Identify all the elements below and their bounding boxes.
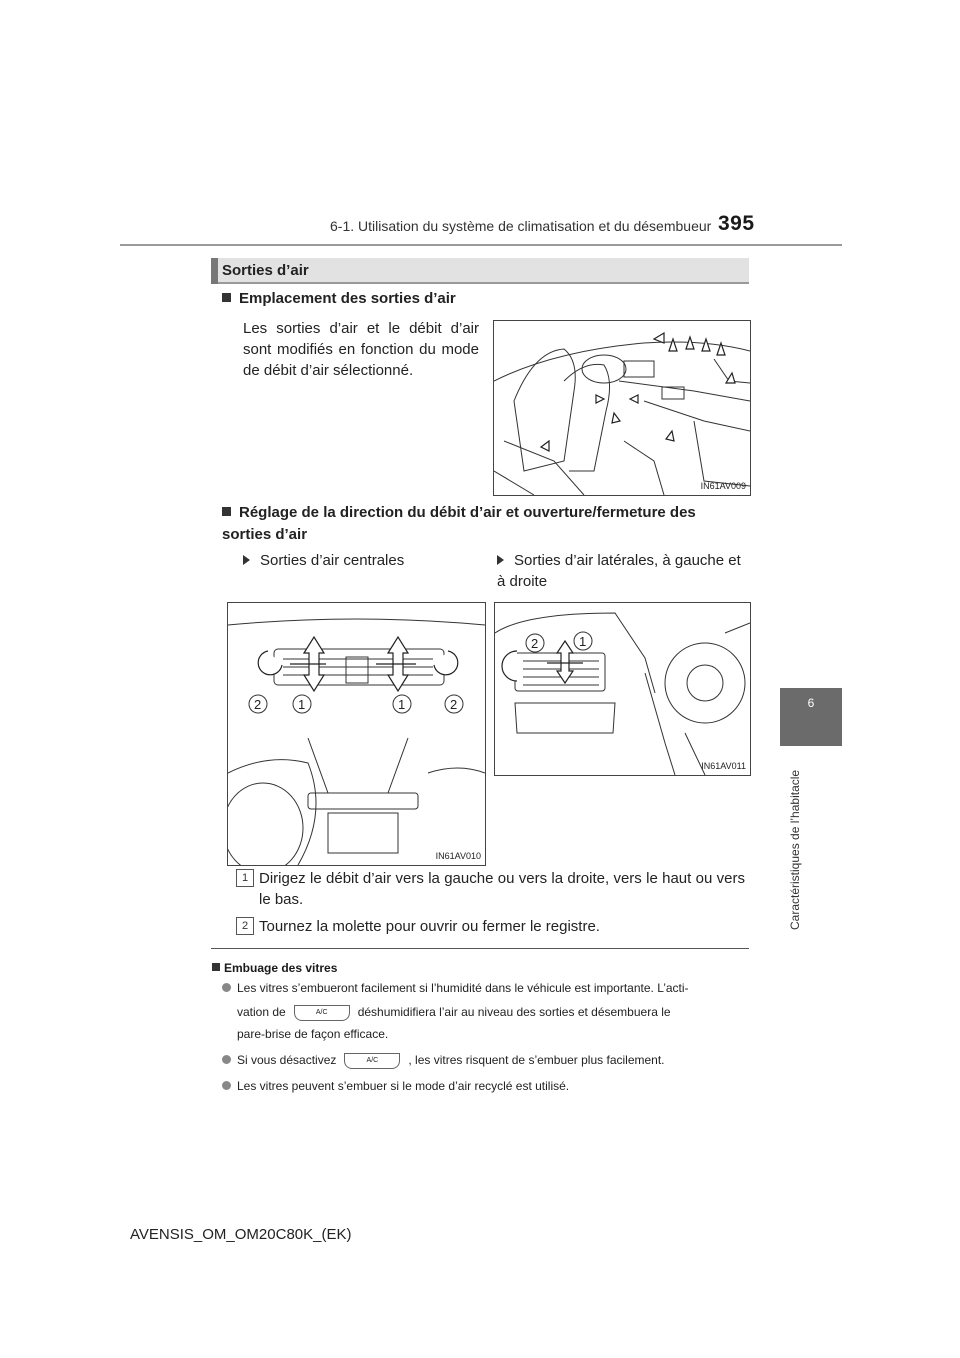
chapter-title: 6-1. Utilisation du système de climatisation et du désembueur [330, 218, 712, 234]
ac-label: A/C [366, 1056, 379, 1064]
note-bullet-1-line3: pare-brise de façon efficace. [237, 1027, 389, 1041]
callout-two-side: 2 [531, 636, 539, 651]
step-number-2 [236, 916, 254, 935]
col-right-label [497, 550, 745, 592]
chapter-tab [780, 688, 842, 746]
note-bullet-3 [222, 1076, 569, 1096]
step-number-2-box: 2 [236, 917, 254, 935]
figure-central-vents [227, 602, 486, 866]
figure-code: IN61AV011 [701, 761, 746, 771]
section-title: Sorties d’air [222, 262, 309, 279]
reglage-heading [222, 502, 749, 546]
figure-interior [493, 320, 751, 496]
step-number-1-box: 1 [236, 869, 254, 887]
col-left-text: Sorties d’air centrales [260, 552, 405, 569]
callout-one-left: 1 [298, 697, 306, 712]
note-bullet-1-line2 [237, 1002, 749, 1022]
circle-bullet-icon [222, 1081, 231, 1090]
col-left-label [243, 550, 404, 571]
ac-button-icon [344, 1053, 400, 1069]
note-title [212, 961, 337, 975]
page-number: 395 [718, 212, 755, 235]
square-bullet-icon [212, 963, 220, 971]
circle-bullet-icon [222, 983, 231, 992]
step-text-2: Tournez la molette pour ouvrir ou fermer le registre. [259, 918, 600, 935]
side-vents-illustration [495, 603, 750, 775]
emplacement-heading [222, 290, 456, 307]
emplacement-heading-text: Emplacement des sorties d’air [239, 290, 456, 307]
reglage-heading-text: Réglage de la direction du débit d’air et ouverture/fermeture des sorties d’air [222, 504, 696, 543]
note-bullet-1-line1: Les vitres s’embueront facilement si l’humidité dans le véhicule est importante. L’acti- [237, 981, 689, 995]
circle-bullet-icon [222, 1055, 231, 1064]
ac-button-icon [294, 1005, 350, 1021]
callout-two-left: 2 [254, 697, 262, 712]
note-bullet-3-text: Les vitres peuvent s’embuer si le mode d’air recyclé est utilisé. [237, 1079, 570, 1093]
note-title-text: Embuage des vitres [224, 961, 338, 975]
chapter-tab-number: 6 [807, 696, 815, 710]
note-bullet-2 [222, 1050, 665, 1070]
step-text-1: Dirigez le débit d’air vers la gauche ou vers la droite, vers le haut ou vers le bas. [259, 870, 745, 908]
callout-two-right: 2 [450, 697, 458, 712]
ac-label: A/C [315, 1008, 328, 1016]
central-vents-illustration [228, 603, 485, 865]
step-number-1 [236, 868, 254, 887]
emplacement-text: Les sorties d’air et le débit d’air sont modifiés en fonction du mode de débit d’air sélectionné. [243, 320, 479, 379]
square-bullet-icon [222, 293, 231, 302]
triangle-bullet-icon [497, 555, 504, 565]
callout-one-side: 1 [579, 634, 587, 649]
interior-illustration [494, 321, 750, 495]
footer-code: AVENSIS_OM_OM20C80K_(EK) [130, 1226, 352, 1243]
col-right-text: Sorties d’air latérales, à gauche et à droite [497, 552, 741, 590]
note-separator [211, 948, 749, 949]
callout-one-right: 1 [398, 697, 406, 712]
square-bullet-icon [222, 507, 231, 516]
figure-code: IN61AV010 [435, 851, 481, 861]
figure-side-vents [494, 602, 751, 776]
header-rule [120, 244, 842, 246]
note-bullet-2-part2: , les vitres risquent de s’embuer plus facilement. [408, 1053, 665, 1067]
note-bullet-1-line2a: vation de [237, 1005, 286, 1019]
triangle-bullet-icon [243, 555, 250, 565]
figure-code: IN61AV009 [700, 481, 746, 491]
note-bullet-1 [222, 978, 749, 998]
chapter-tab-label: Caractéristiques de l’habitacle [788, 769, 802, 930]
note-bullet-2-part1: Si vous désactivez [237, 1053, 337, 1067]
note-bullet-1-line2b: déshumidifiera l’air au niveau des sorties et désembuera le [357, 1005, 671, 1019]
